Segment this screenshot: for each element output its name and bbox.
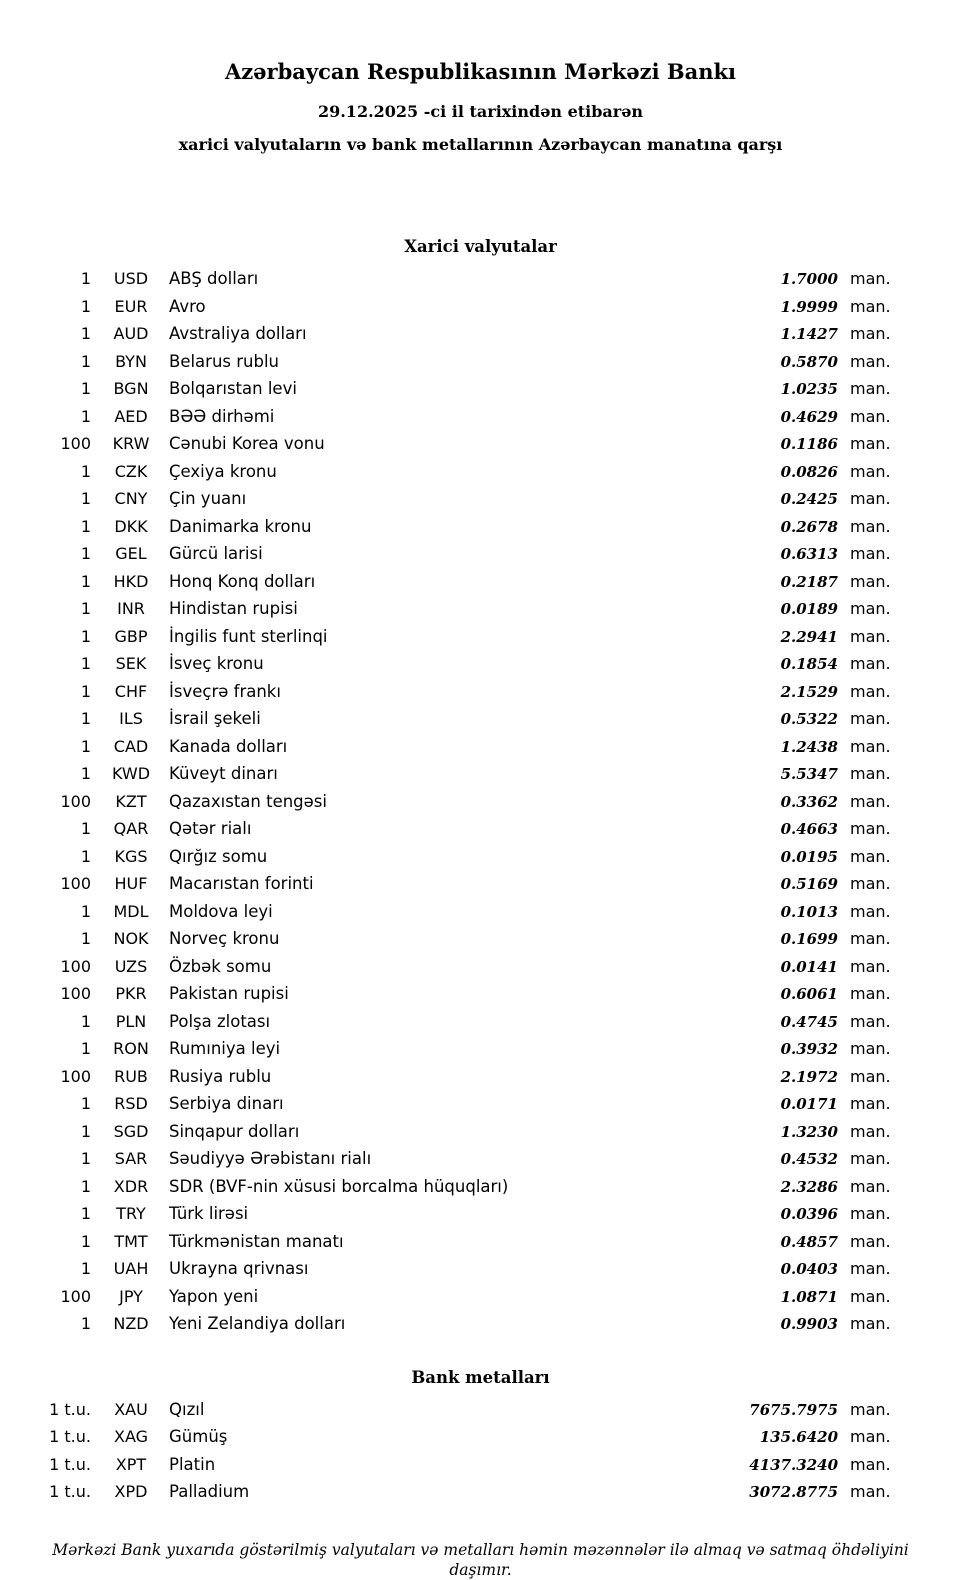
rate-value: 0.5870 <box>780 352 838 371</box>
metals-table <box>0 1396 961 1506</box>
currency-name: ABŞ dolları <box>169 269 259 288</box>
quantity: 100 <box>60 434 91 453</box>
rate-value: 2.2941 <box>780 627 838 646</box>
quantity: 1 <box>80 1204 91 1223</box>
currency-code: BGN <box>113 379 149 398</box>
rate-value: 0.3932 <box>780 1040 838 1058</box>
currency-name: Gürcü larisi <box>169 544 263 563</box>
quantity: 1 <box>80 1149 91 1168</box>
rate-row <box>0 733 961 761</box>
currencies-table <box>0 265 961 1338</box>
rate-value: 0.9903 <box>780 1315 838 1333</box>
rate-row <box>0 568 961 596</box>
currency-code: SGD <box>113 1121 149 1141</box>
currency-code: XAG <box>113 1427 149 1446</box>
currency-name: Moldova leyi <box>169 901 273 921</box>
unit-label: man. <box>850 1427 891 1446</box>
quantity: 1 <box>80 929 91 948</box>
rate-row <box>0 1118 961 1146</box>
rate-row <box>0 1035 961 1063</box>
currency-code: NOK <box>113 929 149 948</box>
currency-code: SAR <box>114 1149 148 1168</box>
currency-name: Avstraliya dolları <box>169 324 307 343</box>
unit-label: man. <box>850 1204 891 1223</box>
currency-name: Platin <box>169 1454 216 1474</box>
currency-code: CAD <box>113 736 149 756</box>
currency-name: Özbək somu <box>169 956 272 976</box>
currency-name: Çin yuanı <box>169 489 247 508</box>
rate-value: 1.9999 <box>780 297 838 316</box>
currency-name: Ukrayna qrivnası <box>169 1259 309 1278</box>
currency-code: TMT <box>114 1231 148 1251</box>
currency-name: Pakistan rupisi <box>169 984 289 1003</box>
currencies-section-title: Xarici valyutalar <box>404 237 557 256</box>
quantity: 100 <box>60 874 91 893</box>
currency-code: SEK <box>115 654 147 673</box>
currency-code: HKD <box>113 571 149 591</box>
quantity: 100 <box>60 791 91 811</box>
rate-value: 0.4745 <box>780 1012 838 1031</box>
rate-value: 0.1699 <box>780 930 838 948</box>
quantity: 1 <box>80 1314 91 1333</box>
unit-label: man. <box>850 1482 891 1501</box>
currency-name: Çexiya kronu <box>169 461 277 481</box>
currency-code: NZD <box>113 1314 149 1333</box>
unit-label: man. <box>850 1286 891 1306</box>
rate-row <box>0 595 961 623</box>
currency-code: XPT <box>115 1454 147 1474</box>
currency-name: Polşa zlotası <box>169 1011 271 1031</box>
unit-label: man. <box>850 324 891 343</box>
currency-code: GEL <box>115 544 147 563</box>
quantity: 1 <box>80 1011 91 1031</box>
currency-name: Qızıl <box>169 1399 205 1419</box>
currency-code: CNY <box>114 489 148 508</box>
currency-code: KZT <box>115 791 147 811</box>
rate-row <box>0 678 961 706</box>
rate-row <box>0 1478 961 1506</box>
currency-code: RON <box>113 1039 149 1058</box>
quantity: 1 <box>80 681 91 701</box>
currency-code: ILS <box>119 709 143 728</box>
unit-label: man. <box>850 461 891 481</box>
rate-row <box>0 898 961 926</box>
currency-code: MDL <box>113 901 149 921</box>
page-subtitle: xarici valyutaların və bank metallarının Azərbaycan manatına qarşı <box>178 135 783 154</box>
currency-name: Hindistan rupisi <box>169 599 298 618</box>
effective-date-line: 29.12.2025 -ci il tarixindən etibarən <box>317 102 644 121</box>
rate-row <box>0 320 961 348</box>
unit-label: man. <box>850 516 891 536</box>
quantity: 1 <box>80 599 91 618</box>
currency-code: QAR <box>113 819 149 838</box>
quantity: 1 <box>80 461 91 481</box>
rate-row <box>0 815 961 843</box>
currency-name: Gümüş <box>169 1427 228 1446</box>
rate-value: 0.4629 <box>780 407 838 426</box>
rate-value: 0.1186 <box>780 435 838 453</box>
quantity: 1 <box>80 544 91 563</box>
rate-value: 0.0195 <box>780 847 838 866</box>
rate-row <box>0 1255 961 1283</box>
unit-label: man. <box>850 1259 891 1278</box>
quantity: 100 <box>60 956 91 976</box>
unit-label: man. <box>850 1094 891 1113</box>
unit-label: man. <box>850 984 891 1003</box>
unit-label: man. <box>850 1176 891 1196</box>
unit-label: man. <box>850 296 891 316</box>
quantity: 1 <box>80 736 91 756</box>
currency-name: Rusiya rublu <box>169 1066 272 1086</box>
currency-name: İsveç kronu <box>169 654 264 673</box>
unit-label: man. <box>850 1011 891 1031</box>
quantity: 1 <box>80 764 91 783</box>
rate-row <box>0 1008 961 1036</box>
currency-code: XAU <box>114 1399 148 1419</box>
quantity: 1 <box>80 516 91 536</box>
unit-label: man. <box>850 626 891 646</box>
currency-name: Palladium <box>169 1482 250 1501</box>
currency-name: Sinqapur dolları <box>169 1121 300 1141</box>
rate-row <box>0 1423 961 1451</box>
rate-row <box>0 1451 961 1479</box>
rate-value: 0.0171 <box>780 1095 838 1113</box>
quantity: 1 <box>80 819 91 838</box>
quantity: 1 <box>80 1176 91 1196</box>
rate-value: 0.4532 <box>780 1150 838 1168</box>
currency-name: Belarus rublu <box>169 351 280 371</box>
rate-value: 1.3230 <box>780 1122 838 1141</box>
unit-label: man. <box>850 929 891 948</box>
rate-value: 3072.8775 <box>749 1483 838 1501</box>
currency-name: Türkmənistan manatı <box>169 1231 344 1251</box>
unit-label: man. <box>850 791 891 811</box>
unit-label: man. <box>850 654 891 673</box>
quantity: 1 <box>80 379 91 398</box>
currency-code: USD <box>113 269 149 288</box>
unit-label: man. <box>850 1231 891 1251</box>
quantity: 1 t.u. <box>49 1399 91 1419</box>
currency-name: Danimarka kronu <box>169 516 312 536</box>
page-title: Azərbaycan Respublikasının Mərkəzi Bankı <box>224 59 737 84</box>
rate-value: 1.0235 <box>780 380 838 398</box>
rate-row <box>0 348 961 376</box>
quantity: 1 <box>80 269 91 288</box>
unit-label: man. <box>850 764 891 783</box>
rate-value: 0.2425 <box>780 490 838 508</box>
currency-name: Kanada dolları <box>169 736 288 756</box>
rate-row <box>0 1173 961 1201</box>
rate-row <box>0 293 961 321</box>
currency-code: RSD <box>114 1094 148 1113</box>
unit-label: man. <box>850 1149 891 1168</box>
unit-label: man. <box>850 1039 891 1058</box>
unit-label: man. <box>850 901 891 921</box>
currency-name: Yeni Zelandiya dolları <box>169 1314 346 1333</box>
quantity: 1 <box>80 1259 91 1278</box>
unit-label: man. <box>850 269 891 288</box>
rate-value: 0.0141 <box>780 957 838 976</box>
currency-code: XPD <box>114 1482 148 1501</box>
currency-name: Cənubi Korea vonu <box>169 434 325 453</box>
unit-label: man. <box>850 489 891 508</box>
rate-value: 0.6061 <box>780 985 838 1003</box>
rate-row <box>0 540 961 568</box>
rate-row <box>0 1310 961 1338</box>
unit-label: man. <box>850 599 891 618</box>
currency-code: TRY <box>116 1204 146 1223</box>
unit-label: man. <box>850 379 891 398</box>
rate-value: 0.1013 <box>780 902 838 921</box>
rate-row <box>0 953 961 981</box>
rate-value: 2.1972 <box>780 1067 838 1086</box>
rate-value: 4137.3240 <box>749 1455 838 1474</box>
currency-code: BYN <box>115 351 147 371</box>
unit-label: man. <box>850 544 891 563</box>
currency-name: İsrail şekeli <box>169 709 261 728</box>
rate-value: 0.1854 <box>780 655 838 673</box>
currency-name: Qırğız somu <box>169 846 268 866</box>
currency-code: INR <box>117 599 145 618</box>
quantity: 1 <box>80 654 91 673</box>
rate-row <box>0 980 961 1008</box>
rate-row <box>0 1090 961 1118</box>
currency-code: KWD <box>111 764 151 783</box>
currency-code: PLN <box>115 1011 147 1031</box>
rate-row <box>0 788 961 816</box>
quantity: 100 <box>60 1066 91 1086</box>
rate-row <box>0 403 961 431</box>
currency-name: Qətər rialı <box>169 819 252 838</box>
quantity: 1 <box>80 1121 91 1141</box>
rate-row <box>0 760 961 788</box>
quantity: 1 <box>80 351 91 371</box>
rate-value: 2.1529 <box>780 682 838 701</box>
unit-label: man. <box>850 874 891 893</box>
rate-row <box>0 513 961 541</box>
rate-row <box>0 458 961 486</box>
currency-code: UAH <box>113 1259 149 1278</box>
quantity: 1 <box>80 489 91 508</box>
rate-row <box>0 1145 961 1173</box>
currency-name: Küveyt dinarı <box>169 764 278 783</box>
rate-row <box>0 623 961 651</box>
rate-row <box>0 375 961 403</box>
quantity: 1 <box>80 406 91 426</box>
quantity: 1 <box>80 1094 91 1113</box>
rate-value: 0.0826 <box>780 462 838 481</box>
quantity: 1 t.u. <box>49 1427 91 1446</box>
currency-code: AED <box>114 406 148 426</box>
currency-code: RUB <box>114 1066 148 1086</box>
rate-value: 2.3286 <box>780 1177 838 1196</box>
quantity: 1 <box>80 571 91 591</box>
currency-code: PKR <box>115 984 147 1003</box>
quantity: 1 <box>80 626 91 646</box>
rate-row <box>0 870 961 898</box>
rate-value: 0.0189 <box>780 600 838 618</box>
quantity: 1 <box>80 1039 91 1058</box>
rate-value: 7675.7975 <box>749 1400 838 1419</box>
rate-row <box>0 843 961 871</box>
rate-row <box>0 430 961 458</box>
rate-row <box>0 1200 961 1228</box>
rate-row <box>0 1396 961 1424</box>
currency-name: Honq Konq dolları <box>169 571 316 591</box>
currency-code: UZS <box>114 956 148 976</box>
unit-label: man. <box>850 571 891 591</box>
currency-name: Avro <box>169 296 206 316</box>
quantity: 1 <box>80 901 91 921</box>
rate-value: 0.6313 <box>780 545 838 563</box>
currency-name: SDR (BVF-nin xüsusi borcalma hüquqları) <box>169 1176 509 1196</box>
rate-value: 5.5347 <box>780 765 838 783</box>
quantity: 100 <box>60 1286 91 1306</box>
rate-row <box>0 485 961 513</box>
currency-name: İngilis funt sterlinqi <box>169 626 328 646</box>
currency-code: HUF <box>114 874 148 893</box>
currency-name: BƏƏ dirhəmi <box>169 406 275 426</box>
currency-code: KRW <box>112 434 150 453</box>
rate-value: 0.3362 <box>780 792 838 811</box>
rate-value: 0.0403 <box>780 1260 838 1278</box>
currency-code: JPY <box>119 1286 143 1306</box>
currency-name: Səudiyyə Ərəbistanı rialı <box>169 1149 372 1168</box>
currency-code: CZK <box>114 461 148 481</box>
rate-row <box>0 705 961 733</box>
unit-label: man. <box>850 351 891 371</box>
currency-name: Norveç kronu <box>169 929 280 948</box>
unit-label: man. <box>850 1454 891 1474</box>
rate-value: 1.0871 <box>780 1287 838 1306</box>
currency-code: KGS <box>114 846 148 866</box>
unit-label: man. <box>850 846 891 866</box>
rate-row <box>0 925 961 953</box>
rate-value: 0.5169 <box>780 875 838 893</box>
rate-value: 1.1427 <box>780 325 838 343</box>
rate-row <box>0 650 961 678</box>
quantity: 1 <box>80 324 91 343</box>
currency-code: AUD <box>113 324 149 343</box>
currency-name: Bolqarıstan levi <box>169 379 297 398</box>
unit-label: man. <box>850 1314 891 1333</box>
quantity: 1 <box>80 296 91 316</box>
quantity: 1 t.u. <box>49 1454 91 1474</box>
unit-label: man. <box>850 1121 891 1141</box>
currency-name: Türk lirəsi <box>169 1204 249 1223</box>
currency-name: İsveçrə frankı <box>169 681 281 701</box>
metals-section-title: Bank metalları <box>411 1367 550 1387</box>
currency-name: Yapon yeni <box>169 1286 259 1306</box>
currency-name: Qazaxıstan tengəsi <box>169 791 327 811</box>
unit-label: man. <box>850 956 891 976</box>
rate-value: 0.4857 <box>780 1232 838 1251</box>
currency-code: EUR <box>114 296 148 316</box>
quantity: 1 <box>80 709 91 728</box>
unit-label: man. <box>850 681 891 701</box>
unit-label: man. <box>850 406 891 426</box>
currency-code: GBP <box>114 626 148 646</box>
rate-value: 0.5322 <box>780 710 838 728</box>
unit-label: man. <box>850 709 891 728</box>
currency-name: Serbiya dinarı <box>169 1094 284 1113</box>
currency-name: Rumıniya leyi <box>169 1039 281 1058</box>
quantity: 1 <box>80 846 91 866</box>
rate-value: 0.2678 <box>780 517 838 536</box>
rate-value: 1.2438 <box>780 737 838 756</box>
rate-row <box>0 1228 961 1256</box>
disclaimer-text: Mərkəzi Bank yuxarıda göstərilmiş valyutaları və metalları həmin məzənnələr ilə almaq və satmaq öhdəliyini daşımır. <box>52 1540 909 1579</box>
rate-value: 135.6420 <box>759 1428 838 1446</box>
unit-label: man. <box>850 1399 891 1419</box>
rate-value: 0.4663 <box>780 820 838 838</box>
rate-row <box>0 1283 961 1311</box>
currency-code: DKK <box>114 516 148 536</box>
rate-row <box>0 265 961 293</box>
quantity: 1 <box>80 1231 91 1251</box>
quantity: 1 t.u. <box>49 1482 91 1501</box>
currency-name: Macarıstan forinti <box>169 874 314 893</box>
unit-label: man. <box>850 819 891 838</box>
rate-row <box>0 1063 961 1091</box>
unit-label: man. <box>850 434 891 453</box>
rate-value: 0.0396 <box>780 1205 838 1223</box>
currency-code: CHF <box>114 681 148 701</box>
rate-value: 0.2187 <box>780 572 838 591</box>
rate-value: 1.7000 <box>780 270 838 288</box>
unit-label: man. <box>850 1066 891 1086</box>
unit-label: man. <box>850 736 891 756</box>
currency-code: XDR <box>113 1176 149 1196</box>
quantity: 100 <box>60 984 91 1003</box>
